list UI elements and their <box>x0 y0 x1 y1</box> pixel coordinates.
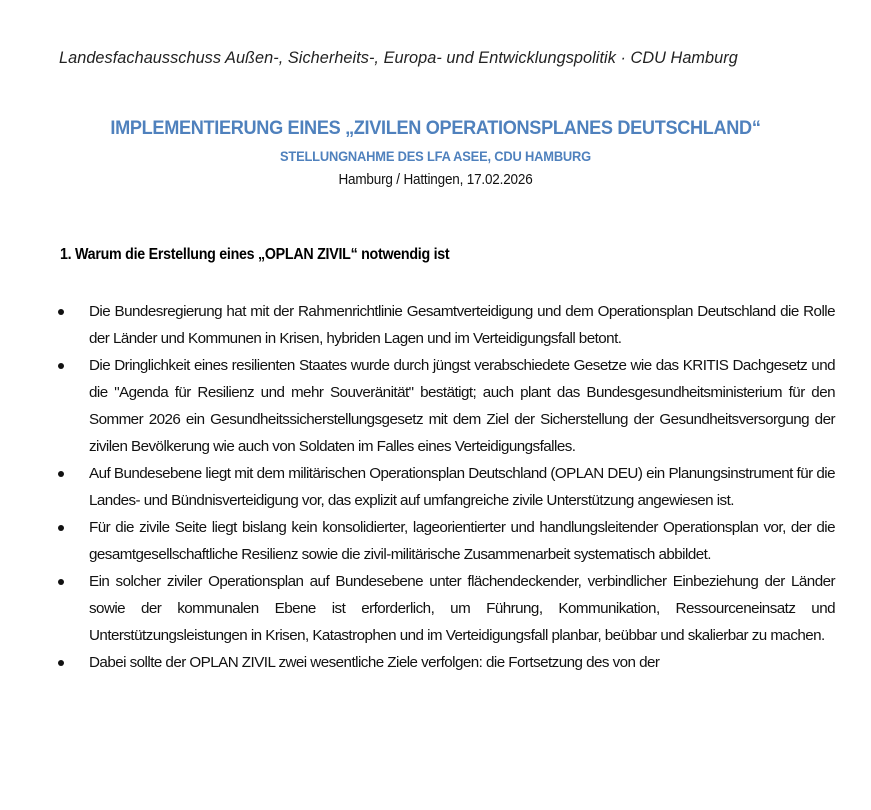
list-item <box>58 460 835 514</box>
bullet-icon <box>58 660 64 666</box>
list-item <box>58 514 835 568</box>
bullet-icon <box>58 309 64 315</box>
bullet-icon <box>58 471 64 477</box>
list-item <box>58 352 835 460</box>
list-item <box>58 298 835 352</box>
bullet-text: Für die zivile Seite liegt bislang kein konsolidierter, lageorientierter und handlungsleitender Operationsplan vor, der die gesamtgesellschaftliche Resilienz sowie die zivil-militärische Zusammenarbeit systematisch abbildet. <box>89 519 835 563</box>
document-title: IMPLEMENTIERUNG EINES „ZIVILEN OPERATIONSPLANES DEUTSCHLAND“ <box>110 117 761 139</box>
list-item <box>58 568 835 649</box>
list-item <box>58 649 835 676</box>
document-place-date: Hamburg / Hattingen, 17.02.2026 <box>338 171 533 188</box>
bullet-list <box>58 298 835 676</box>
document-header-line: Landesfachausschuss Außen-, Sicherheits-, Europa- und Entwicklungspolitik · CDU Hamburg <box>59 49 738 67</box>
document-subtitle: STELLUNGNAHME DES LFA ASEE, CDU HAMBURG <box>279 148 592 164</box>
bullet-icon <box>58 579 64 585</box>
bullet-text: Auf Bundesebene liegt mit dem militärischen Operationsplan Deutschland (OPLAN DEU) ein Planungsinstrument für die Landes- und Bündnisverteidigung vor, das explizit auf umfangreiche zivile Unterstützung angewiesen ist. <box>89 465 835 509</box>
bullet-text: Die Bundesregierung hat mit der Rahmenrichtlinie Gesamtverteidigung und dem Operationsplan Deutschland die Rolle der Länder und Kommunen in Krisen, hybriden Lagen und im Verteidigungsfall betont. <box>89 303 835 347</box>
bullet-icon <box>58 363 64 369</box>
bullet-text: Die Dringlichkeit eines resilienten Staates wurde durch jüngst verabschiedete Gesetze wie das KRITIS Dachgesetz und die "Agenda für Resilienz und mehr Souveränität" bestätigt; auch plant das Bundesgesundheitsministerium für den Sommer 2026 ein Gesundheitssicherstellungsgesetz mit dem Ziel der Sicherstellung der Gesundheitsversorgung der zivilen Bevölkerung wie auch von Soldaten im Falles eines Verteidigungsfalles. <box>89 357 835 455</box>
bullet-text: Dabei sollte der OPLAN ZIVIL zwei wesentliche Ziele verfolgen: die Fortsetzung des von der <box>89 654 660 671</box>
section-heading: 1. Warum die Erstellung eines „OPLAN ZIVIL“ notwendig ist <box>60 246 450 263</box>
bullet-icon <box>58 525 64 531</box>
bullet-text: Ein solcher ziviler Operationsplan auf Bundesebene unter flächendeckender, verbindlicher Einbeziehung der Länder sowie der kommunalen Ebene ist erforderlich, um Führung, Kommunikation, Ressourceneinsatz und Unterstützungsleistungen in Krisen, Katastrophen und im Verteidigungsfall planbar, beübbar und skalierbar zu machen. <box>89 573 835 644</box>
